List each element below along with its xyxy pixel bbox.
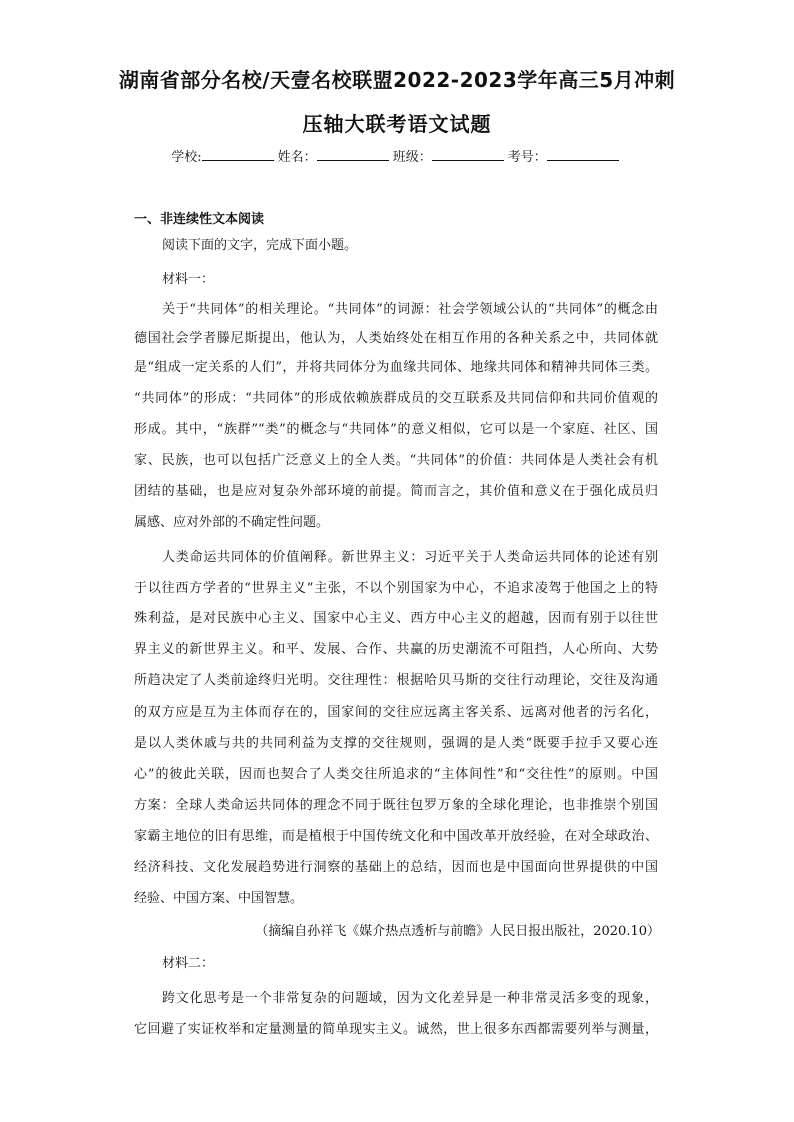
material1-line: “共同体”的形成：“共同体”的形成依赖族群成员的交互联系及共同信仰和共同价值观的 [134,391,658,406]
school-blank[interactable] [202,148,274,161]
material1-label: 材料一： [162,272,215,287]
material1-para2-line: 心”的彼此关联，因而也契合了人类交往所追求的“主体间性”和“交往性”的原则。中国 [134,767,658,782]
material1-para2-line: 界主义的新世界主义。和平、发展、合作、共赢的历史潮流不可阻挡，人心所向、大势 [134,642,658,657]
material1-line: 形成。其中，“族群”“类”的概念与“共同体”的意义相似，它可以是一个家庭、社区、国 [134,422,658,437]
material1-para2-line: 殊利益，是对民族中心主义、国家中心主义、西方中心主义的超越，因而有别于以往世 [134,611,658,626]
name-blank[interactable] [317,148,389,161]
material1-line: 关于“共同体”的相关理论。“共同体”的词源：社会学领域公认的“共同体”的概念由 [162,302,658,317]
class-label: 班级： [392,150,432,165]
section-heading: 一、非连续性文本阅读 [134,212,265,227]
number-blank[interactable] [547,148,619,161]
material1-line: 家、民族，也可以包括广泛意义上的全人类。“共同体”的价值：共同体是人类社会有机 [134,453,658,468]
instruction-text: 阅读下面的文字，完成下面小题。 [162,238,358,253]
material1-para2-line: 方案：全球人类命运共同体的理念不同于既往包罗万象的全球化理论，也非推崇个别国 [134,798,658,813]
material2-line: 它回避了实证枚举和定量测量的简单现实主义。诚然，世上很多东西都需要列举与测量， [134,1022,658,1037]
material1-para2-line: 人类命运共同体的价值阐释。新世界主义：习近平关于人类命运共同体的论述有别 [162,550,658,565]
class-blank[interactable] [432,148,504,161]
material1-source: （摘编自孙祥飞《媒介热点透析与前瞻》人民日报出版社，2020.10） [255,924,660,939]
material1-para2-line: 于以往西方学者的“世界主义”主张，不以个别国家为中心，不追求凌驾于他国之上的特 [134,581,658,596]
material1-line: 团结的基础，也是应对复杂外部环境的前提。简而言之，其价值和意义在于强化成员归 [134,484,658,499]
name-label: 姓名： [277,150,317,165]
student-info-row [0,146,794,165]
exam-title-line1: 湖南省部分名校/天壹名校联盟2022-2023学年高三5月冲刺 [118,68,676,92]
material1-para2-line: 家霸主地位的旧有思维，而是植根于中国传统文化和中国改革开放经验，在对全球政治、 [134,829,658,844]
material1-para2-line: 是以人类休戚与共的共同利益为支撑的交往规则，强调的是人类“既要手拉手又要心连 [134,736,658,751]
material1-para2-line: 的双方应是互为主体而存在的，国家间的交往应远离主客关系、远离对他者的污名化， [134,705,658,720]
exam-title-line2: 压轴大联考语文试题 [302,112,492,136]
material1-line: 属感、应对外部的不确定性问题。 [134,515,330,530]
material1-para2-line: 经济科技、文化发展趋势进行洞察的基础上的总结，因而也是中国面向世界提供的中国 [134,860,658,875]
material1-line: 德国社会学者滕尼斯提出，他认为，人类始终处在相互作用的各种关系之中，共同体就 [134,331,658,346]
school-label: 学校: [171,150,202,165]
number-label: 考号： [507,150,547,165]
material1-para2-line: 经验、中国方案、中国智慧。 [134,891,304,906]
material1-para2-line: 所趋决定了人类前途终归光明。交往理性：根据哈贝马斯的交往行动理论，交往及沟通 [134,673,658,688]
material2-line: 跨文化思考是一个非常复杂的问题域，因为文化差异是一种非常灵活多变的现象， [162,991,658,1006]
material2-label: 材料二： [162,956,215,971]
material1-line: 是“组成一定关系的人们”，并将共同体分为血缘共同体、地缘共同体和精神共同体三类。 [134,360,658,375]
